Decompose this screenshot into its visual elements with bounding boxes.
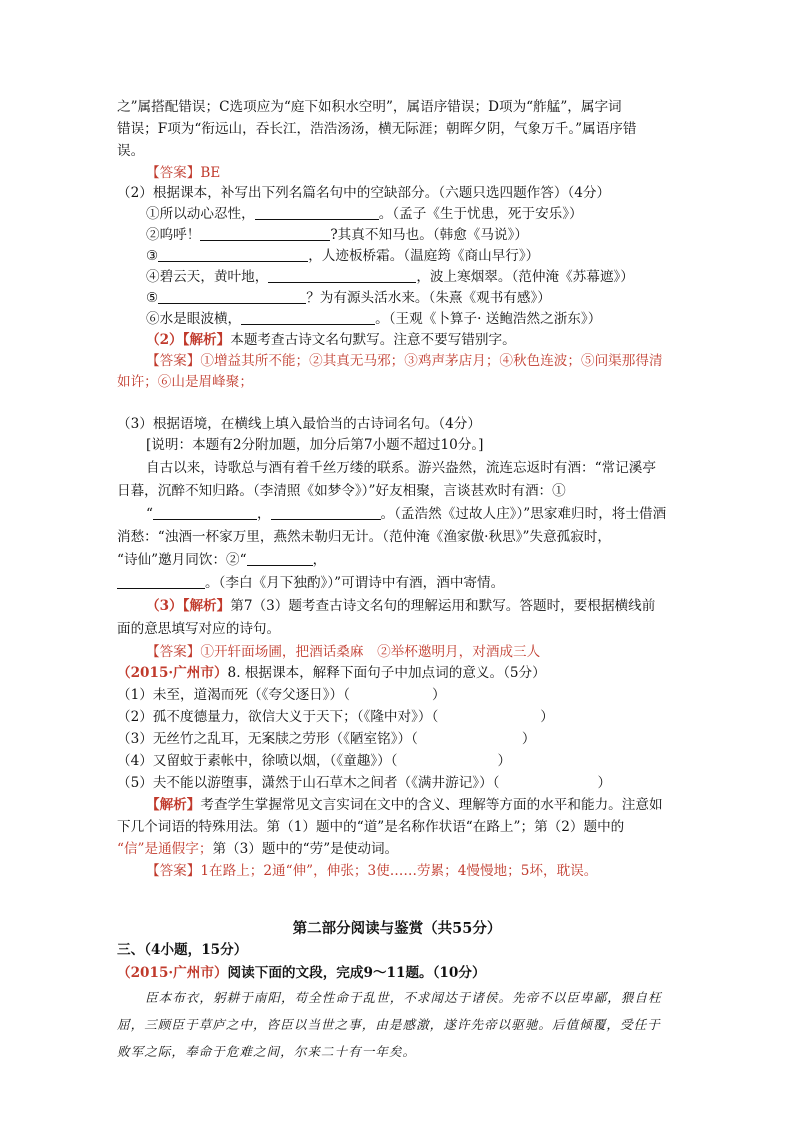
blank-line — [158, 247, 308, 262]
question-item — [117, 684, 446, 706]
answer-line — [117, 371, 253, 393]
blank-line — [247, 551, 313, 566]
blank-line — [255, 205, 379, 220]
quote-open: “ — [146, 506, 153, 522]
text-line: 日暮，沉醉不知归路。（李清照《如梦令》）”好友相聚，言谈甚欢时有酒：① — [117, 483, 566, 499]
answer-text: 如许；⑥山是眉峰聚； — [117, 374, 253, 390]
item-close: ） — [540, 709, 554, 725]
answer-line — [146, 860, 597, 882]
question-item — [117, 728, 536, 750]
section-label: 三、（4小题，15分） — [117, 942, 248, 958]
answer-line — [146, 162, 220, 184]
text-line — [117, 549, 326, 571]
analysis-tag: 【解析】 — [146, 797, 201, 813]
question-stem — [117, 962, 486, 984]
analysis-line — [146, 794, 663, 816]
source-tag: （2015·广州市） — [117, 665, 228, 681]
fill-prefix: ②呜呼！ — [146, 227, 201, 243]
answer-value: BE — [200, 165, 221, 181]
analysis-tag: （2）【解析】 — [146, 332, 231, 348]
analysis-text: 本题考查古诗文名句默写。注意不要写错别字。 — [230, 332, 516, 348]
text-line — [146, 503, 666, 525]
blank-line — [241, 310, 375, 325]
blank-line — [158, 289, 306, 304]
highlight-text: “信”是通假字； — [117, 841, 213, 857]
text-run: 。（李白《月下独酌》）”可谓诗中有酒，酒中寄情。 — [205, 575, 505, 591]
fill-item — [146, 203, 583, 225]
fill-prefix: ③ — [146, 248, 159, 264]
question-stem — [117, 662, 546, 684]
fill-prefix: ⑤ — [146, 290, 159, 306]
text-line: 消愁：“浊酒一杯家万里，燕然未勒归无计。（范仲淹《渔家傲·秋思》”失意孤寂时， — [117, 529, 611, 545]
fill-item — [146, 287, 551, 309]
item-close: ） — [597, 775, 612, 791]
fill-suffix: 。（王观《卜算子· 送鲍浩然之浙东》） — [375, 311, 602, 327]
analysis-line — [146, 595, 655, 617]
fill-suffix: ?其真不知马也。（韩愈《马说》） — [330, 227, 528, 243]
fill-suffix: 。（孟子《生于忧患，死于安乐》） — [378, 206, 583, 222]
question-item — [117, 706, 554, 728]
item-text: （5）夫不能以游堕事，潇然于山石草木之间者（《满井游记》）（ — [117, 775, 500, 791]
text-line: 面的意思填写对应的诗句。 — [117, 621, 281, 637]
question-stem: （3）根据语境，在横线上填入最恰当的古诗词名句。（4分） — [117, 416, 481, 432]
item-close: ） — [431, 687, 446, 703]
fill-prefix: ⑥水是眼波横， — [146, 311, 242, 327]
fill-prefix: ④碧云天，黄叶地， — [146, 269, 269, 285]
fill-item — [146, 224, 528, 246]
question-stem: （2）根据课本，补写出下列名篇名句中的空缺部分。（六题只选四题作答）（4分） — [117, 185, 611, 201]
source-tag: （2015·广州市） — [117, 965, 228, 981]
fill-prefix: ①所以动心忍性， — [146, 206, 255, 222]
item-close: ） — [497, 753, 512, 769]
analysis-line — [146, 329, 516, 351]
question-item — [117, 750, 511, 772]
blank-line — [117, 574, 205, 589]
fill-item — [146, 266, 634, 288]
fill-suffix: ，波上寒烟翠。（范仲淹《苏幕遮》） — [416, 269, 634, 285]
text-line: 误。 — [117, 143, 145, 159]
answer-text: ①增益其所不能；②其真无马邪；③鸡声茅店月；④秋色连波；⑤问渠那得清 — [200, 353, 663, 369]
blank-line — [200, 226, 330, 241]
text-run: 第（3）题中的“劳”是使动词。 — [212, 841, 399, 857]
item-text: （2）孤不度德量力，欲信大义于天下；（《隆中对》）（ — [117, 709, 439, 725]
answer-line — [146, 350, 663, 372]
fill-suffix: ，人迹板桥霜。（温庭筠《商山早行》） — [308, 248, 540, 264]
analysis-text: 第7（3）题考查古诗文名句的理解运用和默写。答题时，要根据横线前 — [230, 598, 656, 614]
passage-line: 屈，三顾臣于草庐之中，咨臣以当世之事，由是感激，遂许先帝以驱驰。后值倾覆，受任于 — [117, 1017, 661, 1032]
passage-line: 臣本布衣，躬耕于南阳，苟全性命于乱世，不求闻达于诸侯。先帝不以臣卑鄙，猥自枉 — [145, 990, 662, 1005]
blank-line — [271, 505, 381, 520]
answer-tag: 【答案】 — [146, 165, 201, 181]
item-text: （3）无丝竹之乱耳，无案牍之劳形（《陋室铭》）（ — [117, 731, 418, 747]
note-line: [说明：本题有2分附加题，加分后第7小题不超过10分。] — [146, 437, 484, 453]
question-item — [117, 772, 611, 794]
item-text: （1）未至，道渴而死（《夸父逐日》）（ — [117, 687, 350, 703]
text-line — [117, 572, 504, 594]
blank-line — [153, 505, 257, 520]
text-run: “诗仙”邀月同饮：②“ — [117, 552, 247, 568]
fill-item — [146, 308, 601, 330]
answer-tag: 【答案】 — [146, 863, 201, 879]
classical-passage — [117, 984, 679, 1065]
text-line — [117, 838, 398, 860]
section-heading: 第二部分阅读与鉴赏（共55分） — [292, 920, 502, 937]
text-run: 。（孟浩然《过故人庄》）”思家难归时，将士借酒 — [380, 506, 667, 522]
item-close: ） — [521, 731, 536, 747]
text-line: 之”属搭配错误；C选项应为“庭下如积水空明”，属语序错误；D项为“舴艋”，属字词 — [117, 99, 622, 115]
stem-text: 8. 根据课本，解释下面句子中加点词的意义。（5分） — [227, 665, 546, 681]
answer-line — [146, 641, 540, 663]
item-text: （4）又留蚊于素帐中，徐喷以烟，（《童趣》）（ — [117, 753, 398, 769]
text-line: 自古以来，诗歌总与酒有着千丝万缕的联系。游兴盎然，流连忘返时有酒：“常记溪亭 — [146, 460, 656, 476]
passage-line: 败军之际，奉命于危难之间，尔来二十有一年矣。 — [117, 1044, 417, 1059]
text-line: 错误；F项为“衔远山，吞长江，浩浩汤汤，横无际涯；朝晖夕阴，气象万千。”属语序错 — [117, 121, 637, 137]
analysis-text: 考查学生掌握常见文言实词在文中的含义、理解等方面的水平和能力。注意如 — [200, 797, 663, 813]
comma: ， — [312, 552, 327, 568]
fill-suffix: ？为有源头活水来。（朱熹《观书有感》） — [306, 290, 551, 306]
answer-tag: 【答案】 — [146, 353, 201, 369]
answer-text: ①开轩面场圃，把酒话桑麻 ②举杯邀明月，对酒成三人 — [200, 644, 541, 660]
analysis-tag: （3）【解析】 — [146, 598, 231, 614]
stem-text: 阅读下面的文段，完成9～11题。（10分） — [227, 965, 486, 981]
fill-item — [146, 245, 539, 267]
text-line: 下几个词语的特殊用法。第（1）题中的“道”是名称作状语“在路上”；第（2）题中的 — [117, 819, 625, 835]
answer-tag: 【答案】 — [146, 644, 201, 660]
answer-text: 1在路上；2通“伸”，伸张；3使……劳累；4慢慢地；5坏，耽误。 — [200, 863, 598, 879]
blank-line — [268, 268, 416, 283]
comma: ， — [256, 506, 271, 522]
